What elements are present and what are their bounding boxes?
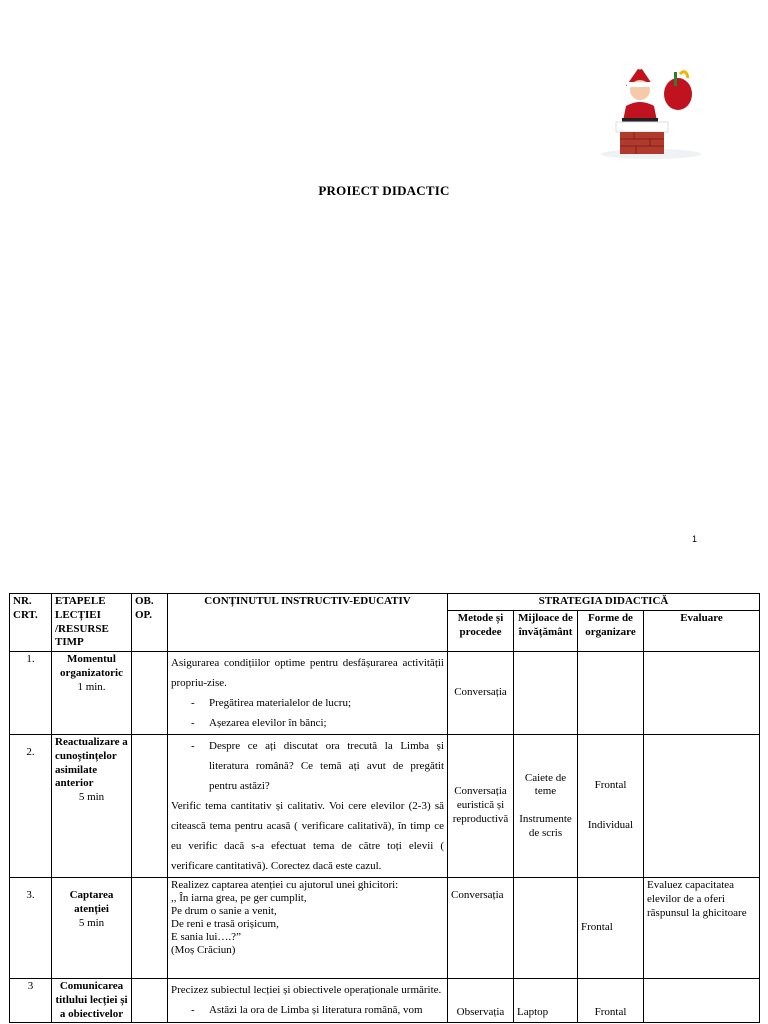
row-stage bbox=[52, 652, 132, 735]
metode-value: Observația bbox=[456, 1006, 505, 1018]
poem-line: De reni e trasă orișicum, bbox=[171, 918, 279, 930]
content-bullets bbox=[171, 1000, 444, 1020]
row-evaluare bbox=[644, 735, 760, 878]
santa-chimney-icon bbox=[596, 62, 706, 162]
row-forme bbox=[578, 735, 644, 878]
poem-line: (Moș Crăciun) bbox=[171, 944, 236, 956]
mijloace-item: Caiete de teme bbox=[524, 771, 567, 798]
row-ob bbox=[132, 979, 168, 1023]
metode-value: Conversația bbox=[451, 889, 504, 901]
table-row bbox=[10, 878, 760, 979]
poem-line: E sania lui….?” bbox=[171, 931, 241, 943]
table-row bbox=[10, 652, 760, 735]
row-stage bbox=[52, 878, 132, 979]
content-bullet: - Despre ce ați discutat ora trecută la Limba și literatura română? Ce temă ați avut de pregătit pentru astăzi? bbox=[209, 736, 444, 796]
poem-line: ,, În iarna grea, pe ger cumplit, bbox=[171, 892, 307, 904]
mijloace-value: Laptop bbox=[517, 1006, 549, 1018]
table-row bbox=[10, 735, 760, 878]
table-row bbox=[10, 979, 760, 1023]
header-metode: Metode și procedee bbox=[448, 611, 514, 652]
poem-line: Pe drum o sanie a venit, bbox=[171, 905, 277, 917]
row-nr bbox=[10, 735, 52, 878]
content-paragraph: Asigurarea condițiilor optime pentru desfășurarea activității propriu-zise. bbox=[171, 657, 444, 689]
header-strategie: STRATEGIA DIDACTICĂ bbox=[448, 594, 760, 611]
header-forme: Forme de organizare bbox=[578, 611, 644, 652]
row-ob bbox=[132, 652, 168, 735]
row-evaluare bbox=[644, 979, 760, 1023]
stage-time: 5 min bbox=[78, 916, 105, 929]
content-intro: Realizez captarea atenției cu ajutorul unei ghicitori: bbox=[171, 879, 399, 891]
stage-name: Reactualizare a cunoștințelor asimilate anterior bbox=[55, 736, 128, 790]
row-nr-value: 3. bbox=[26, 889, 35, 901]
mijloace-item: Instrumente de scris bbox=[519, 813, 572, 839]
header-etape: ETAPELE LECȚIEI /RESURSE TIMP bbox=[52, 594, 132, 652]
row-metode bbox=[448, 878, 514, 979]
stage-name: Momentul organizatoric bbox=[60, 653, 123, 679]
content-bullets bbox=[171, 693, 444, 733]
row-forme bbox=[578, 979, 644, 1023]
row-content bbox=[168, 735, 448, 878]
page-number: 1 bbox=[692, 534, 698, 544]
row-nr bbox=[10, 878, 52, 979]
stage-time: 1 min. bbox=[77, 680, 106, 693]
row-evaluare: Evaluez capacitatea elevilor de a oferi răspunsul la ghicitoare bbox=[644, 878, 760, 979]
forme-item: Individual bbox=[587, 819, 634, 831]
row-metode: Conversația bbox=[448, 652, 514, 735]
row-metode: Conversația euristică și reproductivă bbox=[448, 735, 514, 878]
forme-item: Frontal bbox=[594, 779, 627, 792]
row-content bbox=[168, 652, 448, 735]
row-forme bbox=[578, 652, 644, 735]
row-ob bbox=[132, 878, 168, 979]
content-bullet: - Pregătirea materialelor de lucru; bbox=[209, 693, 444, 713]
stage-name: Captarea atenției bbox=[69, 889, 114, 915]
header-ob: OB. OP. bbox=[132, 594, 168, 652]
row-evaluare bbox=[644, 652, 760, 735]
row-nr-value: 2. bbox=[26, 746, 35, 758]
row-stage: Comunicarea titlului lecției și a obiectivelor bbox=[52, 979, 132, 1023]
row-stage bbox=[52, 735, 132, 878]
lesson-plan-table bbox=[9, 593, 760, 1023]
document-title: PROIECT DIDACTIC bbox=[318, 183, 450, 198]
row-nr: 3 bbox=[10, 979, 52, 1023]
row-mijloace bbox=[514, 878, 578, 979]
header-mijloace: Mijloace de învățământ bbox=[514, 611, 578, 652]
row-content bbox=[168, 979, 448, 1023]
content-paragraph: Verific tema cantitativ și calitativ. Voi cere elevilor (2-3) să citească tema pentru acasă ( verificare calitativă), în timp ce eu verific dacă s-a efectuat tema de către toți elevii ( verificare cantitativă). Corectez dacă este cazul. bbox=[171, 800, 444, 872]
content-bullets bbox=[171, 736, 444, 796]
row-ob bbox=[132, 735, 168, 878]
content-bullet: - Astăzi la ora de Limba și literatura română, vom bbox=[209, 1000, 444, 1020]
header-evaluare: Evaluare bbox=[644, 611, 760, 652]
content-bullet: - Așezarea elevilor în bănci; bbox=[209, 713, 444, 733]
header-continut: CONȚINUTUL INSTRUCTIV-EDUCATIV bbox=[168, 594, 448, 652]
row-content bbox=[168, 878, 448, 979]
table-header-row bbox=[10, 594, 760, 611]
row-mijloace bbox=[514, 979, 578, 1023]
header-nr: NR. CRT. bbox=[10, 594, 52, 652]
row-mijloace bbox=[514, 735, 578, 878]
content-paragraph: Precizez subiectul lecției și obiectivele operaționale urmărite. bbox=[171, 984, 442, 996]
stage-time: 5 min bbox=[78, 791, 105, 803]
forme-value: Frontal bbox=[594, 1006, 627, 1018]
row-metode bbox=[448, 979, 514, 1023]
row-forme: Frontal bbox=[578, 878, 644, 979]
row-nr: 1. bbox=[10, 652, 52, 735]
row-mijloace bbox=[514, 652, 578, 735]
